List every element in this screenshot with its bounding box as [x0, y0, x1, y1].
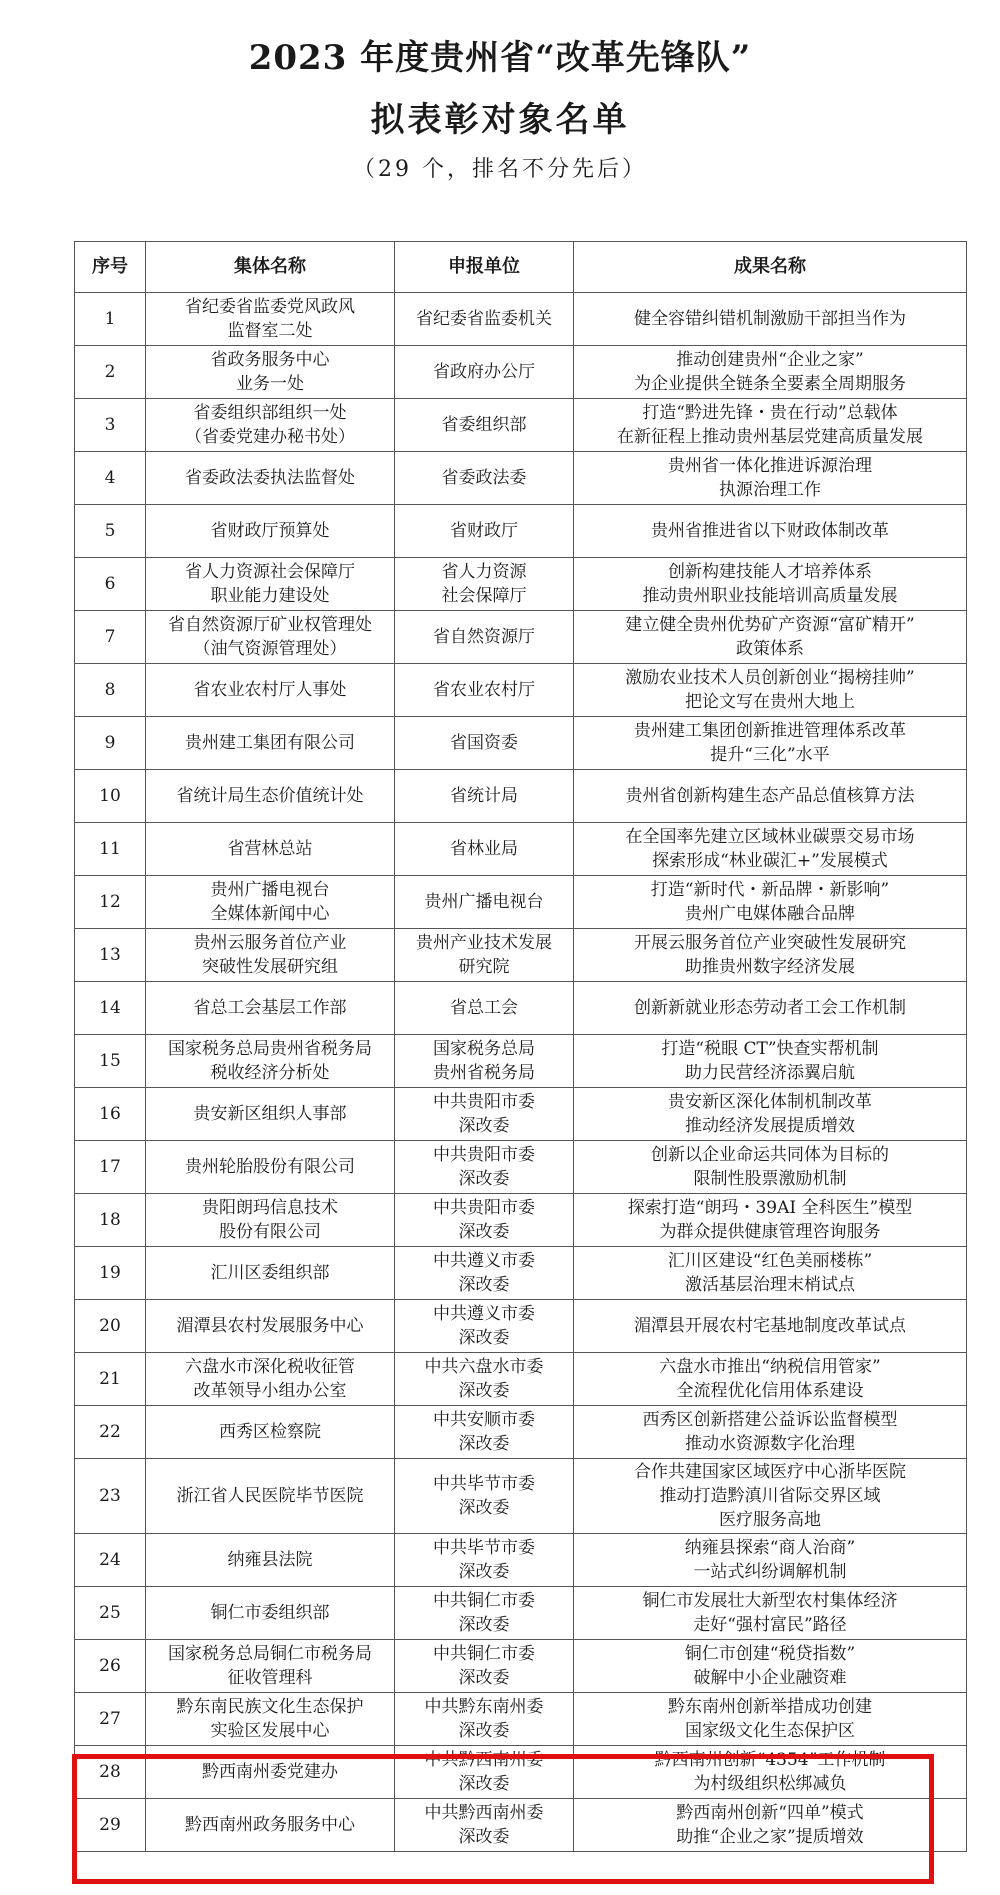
table-row — [75, 505, 967, 558]
cell-collective-name-line: 全媒体新闻中心 — [210, 904, 330, 924]
cell-achievement-name — [574, 1640, 967, 1693]
cell-collective-name — [146, 1459, 395, 1534]
cell-collective-name — [146, 558, 395, 611]
cell-achievement-name-line: 创新新就业形态劳动者工会工作机制 — [634, 998, 906, 1018]
cell-reporting-unit — [395, 1194, 574, 1247]
cell-collective-name-line: 省人力资源社会保障厅 — [185, 562, 355, 582]
cell-collective-name-line: 六盘水市深化税收征管 — [185, 1357, 355, 1377]
cell-reporting-unit-line: 中共黔东南州委 — [424, 1697, 544, 1717]
cell-achievement-name-line: 政策体系 — [736, 639, 804, 659]
cell-achievement-name-line: 提升“三化”水平 — [710, 745, 830, 765]
table-row — [75, 346, 967, 399]
cell-collective-name-line: 贵州广播电视台 — [210, 880, 330, 900]
cell-reporting-unit — [395, 1247, 574, 1300]
table-row — [75, 399, 967, 452]
cell-achievement-name — [574, 1035, 967, 1088]
cell-achievement-name-line: 贵州省推进省以下财政体制改革 — [651, 521, 889, 541]
cell-serial-number: 28 — [75, 1746, 146, 1799]
cell-achievement-name-line: 黔西南州创新“4354”工作机制 — [654, 1750, 886, 1770]
cell-collective-name-line: 西秀区检察院 — [219, 1422, 321, 1442]
cell-achievement-name-line: 打造“新时代・新品牌・新影响” — [650, 880, 890, 900]
cell-collective-name — [146, 823, 395, 876]
cell-achievement-name-line: 打造“黔进先锋・贵在行动”总载体 — [642, 403, 898, 423]
cell-achievement-name — [574, 452, 967, 505]
table-row — [75, 1194, 967, 1247]
cell-serial-number: 11 — [75, 823, 146, 876]
cell-collective-name — [146, 1406, 395, 1459]
cell-serial-number: 27 — [75, 1693, 146, 1746]
cell-serial-number: 6 — [75, 558, 146, 611]
cell-achievement-name-line: 合作共建国家区域医疗中心浙毕医院 — [634, 1462, 906, 1482]
table-row — [75, 1353, 967, 1406]
cell-collective-name-line: 征收管理科 — [227, 1668, 313, 1688]
table-row — [75, 1247, 967, 1300]
cell-serial-number: 2 — [75, 346, 146, 399]
cell-collective-name — [146, 1534, 395, 1587]
cell-serial-number: 18 — [75, 1194, 146, 1247]
cell-achievement-name-line: 为企业提供全链条全要素全周期服务 — [634, 374, 906, 394]
cell-reporting-unit-line: 省农业农村厅 — [433, 680, 535, 700]
cell-achievement-name — [574, 1088, 967, 1141]
table-row — [75, 664, 967, 717]
cell-collective-name — [146, 611, 395, 664]
cell-achievement-name-line: 贵州省创新构建生态产品总值核算方法 — [625, 786, 915, 806]
cell-achievement-name-line: 执源治理工作 — [719, 480, 821, 500]
cell-serial-number: 7 — [75, 611, 146, 664]
cell-reporting-unit — [395, 1534, 574, 1587]
cell-achievement-name — [574, 1534, 967, 1587]
cell-serial-number: 5 — [75, 505, 146, 558]
cell-achievement-name — [574, 1353, 967, 1406]
cell-collective-name-line: 业务一处 — [236, 374, 304, 394]
cell-achievement-name-line: 在全国率先建立区域林业碳票交易市场 — [625, 827, 915, 847]
cell-achievement-name-line: 助推贵州数字经济发展 — [685, 957, 855, 977]
cell-achievement-name — [574, 982, 967, 1035]
cell-achievement-name — [574, 346, 967, 399]
table-row — [75, 929, 967, 982]
cell-collective-name-line: 黔西南州政务服务中心 — [185, 1815, 355, 1835]
cell-achievement-name-line: 破解中小企业融资难 — [693, 1668, 847, 1688]
cell-reporting-unit-line: 省自然资源厅 — [433, 627, 535, 647]
cell-collective-name — [146, 664, 395, 717]
cell-serial-number: 14 — [75, 982, 146, 1035]
cell-serial-number: 16 — [75, 1088, 146, 1141]
cell-reporting-unit — [395, 1406, 574, 1459]
cell-achievement-name-line: 贵州省一体化推进诉源治理 — [668, 456, 872, 476]
cell-reporting-unit-line: 省人力资源 — [441, 562, 527, 582]
cell-achievement-name-line: 汇川区建设“红色美丽楼栋” — [667, 1251, 873, 1271]
cell-achievement-name — [574, 770, 967, 823]
cell-achievement-name — [574, 1406, 967, 1459]
cell-achievement-name-line: 走好“强村富民”路径 — [693, 1615, 847, 1635]
cell-achievement-name — [574, 293, 967, 346]
cell-achievement-name-line: 健全容错纠错机制激励干部担当作为 — [634, 309, 906, 329]
cell-achievement-name — [574, 1194, 967, 1247]
cell-collective-name-line: 黔西南州委党建办 — [202, 1762, 338, 1782]
cell-collective-name-line: 贵阳朗玛信息技术 — [202, 1198, 338, 1218]
cell-achievement-name — [574, 1141, 967, 1194]
cell-reporting-unit — [395, 664, 574, 717]
cell-reporting-unit — [395, 611, 574, 664]
cell-achievement-name — [574, 611, 967, 664]
cell-achievement-name — [574, 1746, 967, 1799]
cell-achievement-name-line: 助力民营经济添翼启航 — [685, 1063, 855, 1083]
cell-collective-name — [146, 770, 395, 823]
cell-serial-number: 21 — [75, 1353, 146, 1406]
table-row — [75, 1799, 967, 1852]
cell-collective-name — [146, 1035, 395, 1088]
cell-reporting-unit — [395, 1587, 574, 1640]
cell-reporting-unit-line: 中共贵阳市委 — [433, 1092, 535, 1112]
cell-reporting-unit-line: 省统计局 — [450, 786, 518, 806]
cell-reporting-unit-line: 省委政法委 — [441, 468, 527, 488]
cell-achievement-name — [574, 929, 967, 982]
cell-collective-name — [146, 293, 395, 346]
table-row — [75, 1406, 967, 1459]
table-row — [75, 982, 967, 1035]
cell-reporting-unit-line: 省纪委省监委机关 — [416, 309, 552, 329]
cell-collective-name-line: 税收经济分析处 — [210, 1063, 330, 1083]
cell-serial-number: 4 — [75, 452, 146, 505]
cell-achievement-name-line: 推动水资源数字化治理 — [685, 1434, 855, 1454]
cell-achievement-name-line: 一站式纠纷调解机制 — [693, 1562, 847, 1582]
subtitle-count: （29 个，排名不分先后） — [353, 157, 647, 182]
cell-collective-name-line: 省委组织部组织一处 — [193, 403, 347, 423]
cell-reporting-unit-line: 国家税务总局 — [433, 1039, 535, 1059]
cell-collective-name-line: 省农业农村厅人事处 — [193, 680, 347, 700]
cell-reporting-unit-line: 深改委 — [458, 1668, 510, 1688]
title-line-2: 拟表彰对象名单 — [370, 100, 630, 140]
table-row — [75, 1300, 967, 1353]
cell-collective-name-line: 黔东南民族文化生态保护 — [176, 1697, 364, 1717]
cell-achievement-name-line: 纳雍县探索“商人治商” — [684, 1538, 856, 1558]
cell-reporting-unit — [395, 1141, 574, 1194]
cell-reporting-unit-line: 省国资委 — [450, 733, 518, 753]
table-row — [75, 558, 967, 611]
cell-reporting-unit-line: 深改委 — [458, 1721, 510, 1741]
cell-reporting-unit — [395, 982, 574, 1035]
cell-collective-name-line: 省自然资源厅矿业权管理处 — [168, 615, 372, 635]
cell-collective-name-line: 省营林总站 — [227, 839, 313, 859]
cell-serial-number: 22 — [75, 1406, 146, 1459]
cell-collective-name — [146, 1799, 395, 1852]
cell-achievement-name-line: 医疗服务高地 — [719, 1510, 821, 1530]
cell-collective-name-line: 国家税务总局铜仁市税务局 — [168, 1644, 372, 1664]
header-reporting-unit: 申报单位 — [395, 242, 574, 293]
cell-serial-number: 20 — [75, 1300, 146, 1353]
cell-reporting-unit — [395, 399, 574, 452]
cell-collective-name-line: 股份有限公司 — [219, 1222, 321, 1242]
cell-collective-name-line: 省政务服务中心 — [210, 350, 330, 370]
cell-collective-name-line: 纳雍县法院 — [227, 1550, 313, 1570]
cell-reporting-unit — [395, 929, 574, 982]
cell-achievement-name — [574, 399, 967, 452]
cell-reporting-unit-line: 中共铜仁市委 — [433, 1591, 535, 1611]
cell-reporting-unit — [395, 770, 574, 823]
cell-reporting-unit — [395, 823, 574, 876]
cell-achievement-name-line: 贵安新区深化体制机制改革 — [668, 1092, 872, 1112]
cell-achievement-name — [574, 1247, 967, 1300]
cell-reporting-unit-line: 深改委 — [458, 1116, 510, 1136]
cell-reporting-unit — [395, 452, 574, 505]
cell-achievement-name — [574, 1693, 967, 1746]
cell-collective-name-line: 改革领导小组办公室 — [193, 1381, 347, 1401]
cell-achievement-name-line: 打造“税眼 CT”快查实帮机制 — [661, 1039, 879, 1059]
table-row — [75, 1587, 967, 1640]
cell-achievement-name — [574, 505, 967, 558]
cell-reporting-unit-line: 深改委 — [458, 1774, 510, 1794]
cell-achievement-name-line: 推动贵州职业技能培训高质量发展 — [642, 586, 898, 606]
cell-serial-number: 17 — [75, 1141, 146, 1194]
cell-reporting-unit-line: 中共毕节市委 — [433, 1474, 535, 1494]
cell-collective-name-line: 贵州轮胎股份有限公司 — [185, 1157, 355, 1177]
table-row — [75, 452, 967, 505]
cell-collective-name — [146, 505, 395, 558]
cell-reporting-unit-line: 中共遵义市委 — [433, 1304, 535, 1324]
table-row — [75, 1640, 967, 1693]
cell-collective-name-line: 贵州建工集团有限公司 — [185, 733, 355, 753]
cell-achievement-name — [574, 823, 967, 876]
cell-collective-name — [146, 876, 395, 929]
cell-serial-number: 1 — [75, 293, 146, 346]
table-row — [75, 1534, 967, 1587]
cell-achievement-name-line: 全流程优化信用体系建设 — [676, 1381, 864, 1401]
cell-achievement-name-line: 把论文写在贵州大地上 — [685, 692, 855, 712]
cell-collective-name-line: 贵州云服务首位产业 — [193, 933, 347, 953]
cell-achievement-name-line: 创新以企业命运共同体为目标的 — [651, 1145, 889, 1165]
cell-reporting-unit-line: 深改委 — [458, 1381, 510, 1401]
cell-collective-name-line: 贵安新区组织人事部 — [193, 1104, 347, 1124]
cell-reporting-unit-line: 社会保障厅 — [441, 586, 527, 606]
header-achievement-name: 成果名称 — [574, 242, 967, 293]
table-row — [75, 1088, 967, 1141]
cell-achievement-name — [574, 1459, 967, 1534]
cell-achievement-name — [574, 558, 967, 611]
cell-achievement-name-line: 推动打造黔滇川省际交界区域 — [659, 1486, 881, 1506]
cell-reporting-unit — [395, 1300, 574, 1353]
table-row — [75, 770, 967, 823]
table-row — [75, 1746, 967, 1799]
cell-achievement-name-line: 贵州建工集团创新推进管理体系改革 — [634, 721, 906, 741]
cell-collective-name — [146, 399, 395, 452]
cell-reporting-unit-line: 深改委 — [458, 1827, 510, 1847]
cell-achievement-name — [574, 1300, 967, 1353]
table-row — [75, 611, 967, 664]
table-header-row — [75, 242, 967, 293]
cell-serial-number: 15 — [75, 1035, 146, 1088]
cell-serial-number: 12 — [75, 876, 146, 929]
cell-serial-number: 3 — [75, 399, 146, 452]
cell-serial-number: 13 — [75, 929, 146, 982]
cell-reporting-unit-line: 中共黔西南州委 — [424, 1750, 544, 1770]
cell-reporting-unit — [395, 505, 574, 558]
cell-collective-name — [146, 717, 395, 770]
cell-serial-number: 9 — [75, 717, 146, 770]
cell-reporting-unit — [395, 876, 574, 929]
cell-collective-name — [146, 929, 395, 982]
header-collective-name: 集体名称 — [146, 242, 395, 293]
cell-reporting-unit-line: 深改委 — [458, 1169, 510, 1189]
cell-serial-number: 8 — [75, 664, 146, 717]
cell-reporting-unit-line: 中共毕节市委 — [433, 1538, 535, 1558]
table-row — [75, 876, 967, 929]
cell-serial-number: 25 — [75, 1587, 146, 1640]
cell-collective-name-line: 省纪委省监委党风政风 — [185, 297, 355, 317]
cell-reporting-unit-line: 深改委 — [458, 1615, 510, 1635]
cell-achievement-name-line: 为村级组织松绑减负 — [693, 1774, 847, 1794]
cell-collective-name-line: 省财政厅预算处 — [210, 521, 330, 541]
cell-achievement-name-line: 推动创建贵州“企业之家” — [676, 350, 864, 370]
table-row — [75, 717, 967, 770]
cell-collective-name — [146, 346, 395, 399]
table-row — [75, 1693, 967, 1746]
cell-achievement-name-line: 限制性股票激励机制 — [693, 1169, 847, 1189]
header-serial-number: 序号 — [75, 242, 146, 293]
cell-collective-name — [146, 1088, 395, 1141]
cell-reporting-unit-line: 省政府办公厅 — [433, 362, 535, 382]
cell-collective-name — [146, 1141, 395, 1194]
cell-reporting-unit — [395, 1693, 574, 1746]
cell-collective-name-line: 省委政法委执法监督处 — [185, 468, 355, 488]
cell-reporting-unit-line: 深改委 — [458, 1222, 510, 1242]
cell-achievement-name-line: 为群众提供健康管理咨询服务 — [659, 1222, 881, 1242]
cell-collective-name — [146, 1247, 395, 1300]
cell-achievement-name-line: 创新构建技能人才培养体系 — [668, 562, 872, 582]
cell-achievement-name-line: 西秀区创新搭建公益诉讼监督模型 — [642, 1410, 898, 1430]
cell-collective-name-line: 汇川区委组织部 — [210, 1263, 330, 1283]
cell-reporting-unit-line: 深改委 — [458, 1275, 510, 1295]
cell-reporting-unit — [395, 1035, 574, 1088]
cell-achievement-name-line: 铜仁市发展壮大新型农村集体经济 — [642, 1591, 898, 1611]
cell-reporting-unit — [395, 1088, 574, 1141]
cell-reporting-unit-line: 贵州广播电视台 — [424, 892, 544, 912]
cell-reporting-unit-line: 省总工会 — [450, 998, 518, 1018]
cell-collective-name-line: 突破性发展研究组 — [202, 957, 338, 977]
cell-collective-name-line: （油气资源管理处） — [193, 639, 347, 659]
cell-reporting-unit — [395, 1640, 574, 1693]
cell-collective-name-line: 浙江省人民医院毕节医院 — [176, 1486, 364, 1506]
cell-collective-name-line: 职业能力建设处 — [210, 586, 330, 606]
cell-reporting-unit — [395, 346, 574, 399]
cell-reporting-unit-line: 贵州产业技术发展 — [416, 933, 552, 953]
cell-serial-number: 10 — [75, 770, 146, 823]
cell-collective-name — [146, 1587, 395, 1640]
cell-collective-name — [146, 1300, 395, 1353]
cell-achievement-name-line: 湄潭县开展农村宅基地制度改革试点 — [634, 1316, 906, 1336]
cell-collective-name-line: 湄潭县农村发展服务中心 — [176, 1316, 364, 1336]
cell-achievement-name — [574, 1799, 967, 1852]
cell-reporting-unit-line: 深改委 — [458, 1562, 510, 1582]
awardee-table — [74, 241, 967, 1852]
cell-reporting-unit-line: 深改委 — [458, 1434, 510, 1454]
cell-achievement-name — [574, 664, 967, 717]
cell-reporting-unit-line: 中共贵阳市委 — [433, 1198, 535, 1218]
cell-achievement-name-line: 探索形成“林业碳汇+”发展模式 — [652, 851, 888, 871]
cell-reporting-unit — [395, 1459, 574, 1534]
cell-collective-name — [146, 1194, 395, 1247]
cell-reporting-unit-line: 省委组织部 — [441, 415, 527, 435]
cell-serial-number: 19 — [75, 1247, 146, 1300]
cell-reporting-unit — [395, 1746, 574, 1799]
cell-achievement-name-line: 激活基层治理末梢试点 — [685, 1275, 855, 1295]
table-row — [75, 1141, 967, 1194]
table-row — [75, 1035, 967, 1088]
cell-collective-name — [146, 1353, 395, 1406]
cell-reporting-unit-line: 中共贵阳市委 — [433, 1145, 535, 1165]
cell-reporting-unit-line: 研究院 — [458, 957, 510, 977]
table-row — [75, 823, 967, 876]
cell-collective-name-line: 铜仁市委组织部 — [210, 1603, 330, 1623]
cell-achievement-name — [574, 717, 967, 770]
title-line-1: 2023 年度贵州省“改革先锋队” — [248, 38, 752, 78]
cell-reporting-unit-line: 中共黔西南州委 — [424, 1803, 544, 1823]
cell-achievement-name-line: 铜仁市创建“税贷指数” — [684, 1644, 856, 1664]
cell-achievement-name-line: 在新征程上推动贵州基层党建高质量发展 — [617, 427, 923, 447]
cell-reporting-unit-line: 中共六盘水市委 — [424, 1357, 544, 1377]
cell-serial-number: 26 — [75, 1640, 146, 1693]
table-row — [75, 293, 967, 346]
cell-reporting-unit — [395, 1799, 574, 1852]
cell-reporting-unit — [395, 1353, 574, 1406]
cell-achievement-name-line: 开展云服务首位产业突破性发展研究 — [634, 933, 906, 953]
cell-reporting-unit — [395, 717, 574, 770]
cell-achievement-name — [574, 1587, 967, 1640]
cell-reporting-unit-line: 省林业局 — [450, 839, 518, 859]
cell-serial-number: 24 — [75, 1534, 146, 1587]
cell-collective-name-line: 省总工会基层工作部 — [193, 998, 347, 1018]
table-row — [75, 1459, 967, 1534]
cell-achievement-name-line: 六盘水市推出“纳税信用管家” — [659, 1357, 881, 1377]
cell-collective-name-line: （省委党建办秘书处） — [185, 427, 355, 447]
cell-serial-number: 23 — [75, 1459, 146, 1534]
cell-collective-name — [146, 452, 395, 505]
cell-achievement-name-line: 推动经济发展提质增效 — [685, 1116, 855, 1136]
cell-reporting-unit-line: 中共遵义市委 — [433, 1251, 535, 1271]
cell-reporting-unit — [395, 293, 574, 346]
cell-collective-name — [146, 982, 395, 1035]
cell-collective-name-line: 监督室二处 — [227, 321, 313, 341]
cell-achievement-name-line: 建立健全贵州优势矿产资源“富矿精开” — [625, 615, 915, 635]
cell-achievement-name-line: 黔东南州创新举措成功创建 — [668, 1697, 872, 1717]
cell-reporting-unit-line: 深改委 — [458, 1498, 510, 1518]
cell-achievement-name-line: 探索打造“朗玛・39AI 全科医生”模型 — [627, 1198, 913, 1218]
cell-collective-name — [146, 1640, 395, 1693]
cell-reporting-unit-line: 中共铜仁市委 — [433, 1644, 535, 1664]
cell-reporting-unit-line: 省财政厅 — [450, 521, 518, 541]
cell-achievement-name-line: 激励农业技术人员创新创业“揭榜挂帅” — [625, 668, 915, 688]
cell-reporting-unit-line: 深改委 — [458, 1328, 510, 1348]
cell-collective-name-line: 省统计局生态价值统计处 — [176, 786, 364, 806]
cell-achievement-name-line: 黔西南州创新“四单”模式 — [676, 1803, 864, 1823]
cell-achievement-name-line: 国家级文化生态保护区 — [685, 1721, 855, 1741]
cell-reporting-unit-line: 贵州省税务局 — [433, 1063, 535, 1083]
cell-collective-name — [146, 1693, 395, 1746]
cell-reporting-unit-line: 中共安顺市委 — [433, 1410, 535, 1430]
cell-collective-name-line: 实验区发展中心 — [210, 1721, 330, 1741]
cell-reporting-unit — [395, 558, 574, 611]
cell-achievement-name — [574, 876, 967, 929]
cell-serial-number: 29 — [75, 1799, 146, 1852]
cell-collective-name — [146, 1746, 395, 1799]
cell-achievement-name-line: 助推“企业之家”提质增效 — [676, 1827, 864, 1847]
cell-collective-name-line: 国家税务总局贵州省税务局 — [168, 1039, 372, 1059]
cell-achievement-name-line: 贵州广电媒体融合品牌 — [685, 904, 855, 924]
